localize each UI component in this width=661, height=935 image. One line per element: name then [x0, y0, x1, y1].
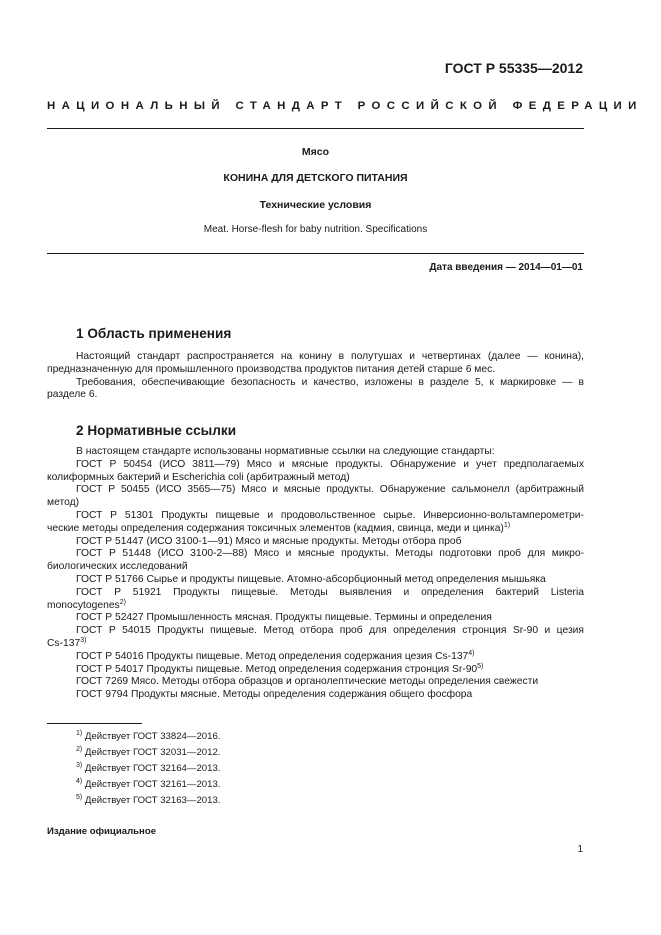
edition-note: Издание официальное: [47, 826, 157, 837]
s2-intro: В настоящем стандарте использованы нормативные ссылки на следующие стандарты:: [76, 446, 495, 457]
doc-number: ГОСТ Р 55335—2012: [444, 60, 583, 76]
ref-line: ГОСТ Р 54016 Продукты пищевые. Метод определения содержания цезия Cs-137$^{4)}$: [76, 649, 475, 662]
footnote-ref: 5): [477, 662, 484, 670]
section-1-body: [47, 351, 584, 402]
ref-line: метод): [47, 497, 80, 509]
footnote: $^{5)}$ Действует ГОСТ 32163—2013.: [76, 794, 221, 806]
ref-line: ГОСТ Р 52427 Промышленность мясная. Продукты пищевые. Термины и определения: [76, 612, 492, 624]
page-number: 1: [577, 844, 583, 855]
subject: Мясо: [301, 146, 330, 158]
title-rule: [47, 253, 584, 254]
section-1-heading: 1 Область применения: [76, 326, 232, 341]
footnote: $^{3)}$ Действует ГОСТ 32164—2013.: [76, 762, 221, 774]
document-subtitle: Технические условия: [259, 199, 372, 211]
footnote-ref: 4): [468, 649, 475, 657]
banner-rule: [47, 128, 584, 129]
s1-p1-line1: Настоящий стандарт распространяется на конину в полутушах и четвертинах (далее — конина),: [76, 351, 584, 362]
ref-line: колиформных бактерий и Escherichia coli (арбитражный метод): [47, 471, 350, 483]
ref-line: ГОСТ Р 51766 Сырье и продукты пищевые. Атомно-абсорбционный метод определения мышьяка: [76, 573, 546, 585]
ref-line: ГОСТ Р 54015 Продукты пищевые. Метод отбора проб для определения стронция Sr-90 и цезия: [76, 625, 584, 637]
footnotes: [76, 729, 220, 809]
ref-line: ГОСТ 7269 Мясо. Методы отбора образцов и органолептические методы определения свежести: [76, 676, 539, 688]
footnote: $^{4)}$ Действует ГОСТ 32161—2013.: [76, 778, 221, 790]
footnote-ref: 3): [80, 636, 87, 644]
s1-p2-line2: разделе 6.: [47, 389, 98, 401]
section-2-heading: 2 Нормативные ссылки: [76, 423, 237, 438]
ref-line: ГОСТ Р 51921 Продукты пищевые. Методы выявления и определения бактерий Listeria: [76, 586, 584, 598]
s1-p2-line1: Требования, обеспечивающие безопасность и качество, изложены в разделе 5, к маркировке — в: [76, 376, 584, 388]
footnote-ref: 2): [119, 598, 126, 606]
ref-line: ГОСТ Р 54017 Продукты пищевые. Метод определения содержания стронция Sr-90$^{5)}$: [76, 662, 484, 675]
ref-line: monocytogenes$^{2)}$: [47, 598, 126, 611]
footnote: $^{1)}$ Действует ГОСТ 33824—2016.: [76, 730, 221, 742]
s1-p1-line2: предназначенную для промышленного производства продуктов питания детей старше 6 мес.: [47, 363, 496, 375]
ref-line: ГОСТ Р 51447 (ИСО 3100-1—91) Мясо и мясные продукты. Методы отбора проб: [76, 535, 462, 547]
ref-line: ческие методы определения содержания токсичных элементов (кадмия, свинца, меди и цинка)$^{1)}$: [47, 521, 511, 534]
footnote-rule: [47, 723, 142, 724]
ref-line: ГОСТ Р 50454 (ИСО 3811—79) Мясо и мясные продукты. Обнаружение и учет предполагаемых: [76, 458, 584, 470]
national-standard-banner: НАЦИОНАЛЬНЫЙ СТАНДАРТ РОССИЙСКОЙ ФЕДЕРАЦИИ: [47, 100, 643, 112]
ref-line: биологических исследований: [47, 561, 188, 573]
ref-line: ГОСТ Р 50455 (ИСО 3565—75) Мясо и мясные продукты. Обнаружение сальмонелл (арбитражный: [76, 484, 584, 496]
ref-line: ГОСТ Р 51448 (ИСО 3100-2—88) Мясо и мясные продукты. Методы подготовки проб для микро-: [76, 548, 584, 560]
footnote: $^{2)}$ Действует ГОСТ 32031—2012.: [76, 746, 221, 758]
english-title: Meat. Horse-flesh for baby nutrition. Specifications: [203, 224, 428, 235]
section-2-body: [47, 446, 584, 702]
ref-line: ГОСТ 9794 Продукты мясные. Методы определения содержания общего фосфора: [76, 689, 473, 701]
ref-line: ГОСТ Р 51301 Продукты пищевые и продовольственное сырье. Инверсионно-вольтамперометри-: [76, 509, 584, 521]
intro-date: Дата введения — 2014—01—01: [429, 262, 583, 273]
ref-line: Cs-137$^{3)}$: [47, 636, 87, 649]
footnote-ref: 1): [503, 521, 511, 529]
document-title: КОНИНА ДЛЯ ДЕТСКОГО ПИТАНИЯ: [223, 172, 408, 184]
